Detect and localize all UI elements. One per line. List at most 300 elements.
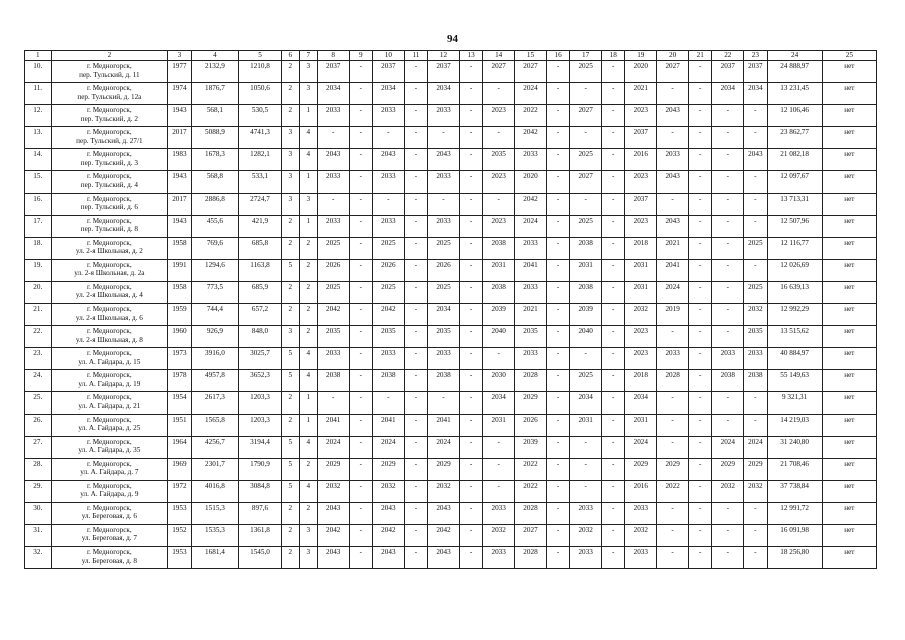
cell-col-13: -: [459, 149, 482, 171]
address-cell: [51, 524, 168, 546]
cell-col-14: -: [483, 436, 515, 458]
cell-col-17: -: [570, 127, 602, 149]
cell-col-9: -: [349, 370, 372, 392]
cell-col-13: -: [459, 414, 482, 436]
cell-col-25: нет: [822, 414, 876, 436]
address-city: г. Медногорск,: [87, 459, 132, 468]
cell-col-25: нет: [822, 547, 876, 569]
cell-col-8: 2025: [317, 281, 349, 303]
cell-col-23: 2032: [744, 304, 767, 326]
cell-col-16: -: [546, 480, 569, 502]
cell-col-3: 1973: [168, 348, 191, 370]
cell-col-15: 2028: [515, 547, 547, 569]
cell-col-12: -: [428, 392, 460, 414]
cell-col-15: 2027: [515, 524, 547, 546]
cell-col-9: -: [349, 127, 372, 149]
cell-col-16: -: [546, 304, 569, 326]
row-number: 25.: [25, 392, 52, 414]
cell-col-16: -: [546, 237, 569, 259]
cell-col-24: 24 888,97: [767, 61, 822, 83]
cell-col-22: -: [712, 193, 744, 215]
cell-col-5: 1361,8: [239, 524, 281, 546]
cell-col-17: 2033: [570, 547, 602, 569]
row-number: 30.: [25, 502, 52, 524]
cell-col-7: 2: [299, 502, 317, 524]
cell-col-18: -: [602, 370, 625, 392]
cell-col-11: -: [404, 304, 427, 326]
cell-col-19: 2023: [625, 326, 657, 348]
cell-col-12: 2037: [428, 61, 460, 83]
row-number: 28.: [25, 458, 52, 480]
cell-col-6: 3: [281, 326, 299, 348]
cell-col-12: 2026: [428, 259, 460, 281]
cell-col-23: 2037: [744, 61, 767, 83]
column-header-4: 4: [191, 51, 239, 61]
cell-col-21: -: [689, 458, 712, 480]
cell-col-24: 9 321,31: [767, 392, 822, 414]
cell-col-22: -: [712, 281, 744, 303]
cell-col-11: -: [404, 458, 427, 480]
cell-col-15: 2042: [515, 193, 547, 215]
cell-col-23: -: [744, 193, 767, 215]
table-row: [25, 414, 877, 436]
row-number: 11.: [25, 83, 52, 105]
cell-col-23: 2025: [744, 237, 767, 259]
cell-col-6: 2: [281, 392, 299, 414]
row-number: 15.: [25, 171, 52, 193]
cell-col-14: 2031: [483, 414, 515, 436]
table-row: [25, 436, 877, 458]
cell-col-20: -: [657, 547, 689, 569]
cell-col-7: 4: [299, 149, 317, 171]
cell-col-8: 2037: [317, 61, 349, 83]
cell-col-23: 2025: [744, 281, 767, 303]
cell-col-7: 2: [299, 259, 317, 281]
cell-col-4: 2301,7: [191, 458, 239, 480]
cell-col-6: 2: [281, 304, 299, 326]
row-number: 29.: [25, 480, 52, 502]
cell-col-16: -: [546, 502, 569, 524]
cell-col-6: 5: [281, 480, 299, 502]
cell-col-3: 1983: [168, 149, 191, 171]
cell-col-17: -: [570, 193, 602, 215]
cell-col-14: 2033: [483, 547, 515, 569]
address-city: г. Медногорск,: [87, 437, 132, 446]
cell-col-23: 2024: [744, 436, 767, 458]
cell-col-17: 2027: [570, 105, 602, 127]
cell-col-23: 2043: [744, 149, 767, 171]
cell-col-5: 1210,8: [239, 61, 281, 83]
cell-col-16: -: [546, 83, 569, 105]
cell-col-7: 2: [299, 281, 317, 303]
cell-col-14: 2035: [483, 149, 515, 171]
cell-col-10: 2042: [372, 304, 404, 326]
cell-col-5: 1163,8: [239, 259, 281, 281]
cell-col-19: 2020: [625, 61, 657, 83]
cell-col-11: -: [404, 237, 427, 259]
column-header-5: 5: [239, 51, 281, 61]
cell-col-9: -: [349, 480, 372, 502]
cell-col-8: 2042: [317, 524, 349, 546]
column-header-8: 8: [317, 51, 349, 61]
table-row: [25, 547, 877, 569]
cell-col-17: 2025: [570, 215, 602, 237]
column-header-17: 17: [570, 51, 602, 61]
cell-col-11: -: [404, 83, 427, 105]
cell-col-3: 1943: [168, 215, 191, 237]
cell-col-19: 2018: [625, 237, 657, 259]
cell-col-13: -: [459, 193, 482, 215]
address-city: г. Медногорск,: [87, 349, 132, 358]
cell-col-4: 926,9: [191, 326, 239, 348]
cell-col-16: -: [546, 392, 569, 414]
cell-col-19: 2034: [625, 392, 657, 414]
cell-col-21: -: [689, 281, 712, 303]
cell-col-13: -: [459, 370, 482, 392]
cell-col-24: 13 713,31: [767, 193, 822, 215]
cell-col-8: 2032: [317, 480, 349, 502]
address-cell: [51, 326, 168, 348]
cell-col-9: -: [349, 524, 372, 546]
cell-col-22: -: [712, 149, 744, 171]
row-number: 32.: [25, 547, 52, 569]
cell-col-11: -: [404, 436, 427, 458]
table-row: [25, 326, 877, 348]
cell-col-5: 1203,3: [239, 414, 281, 436]
cell-col-15: 2022: [515, 480, 547, 502]
cell-col-3: 1943: [168, 171, 191, 193]
cell-col-7: 1: [299, 171, 317, 193]
row-number: 22.: [25, 326, 52, 348]
cell-col-22: -: [712, 171, 744, 193]
cell-col-6: 3: [281, 171, 299, 193]
cell-col-25: нет: [822, 105, 876, 127]
cell-col-15: 2033: [515, 281, 547, 303]
cell-col-22: -: [712, 547, 744, 569]
cell-col-13: -: [459, 237, 482, 259]
cell-col-18: -: [602, 392, 625, 414]
address-city: г. Медногорск,: [87, 194, 132, 203]
cell-col-12: 2041: [428, 414, 460, 436]
cell-col-14: 2034: [483, 392, 515, 414]
cell-col-15: 2024: [515, 83, 547, 105]
cell-col-4: 1876,7: [191, 83, 239, 105]
cell-col-14: -: [483, 193, 515, 215]
cell-col-21: -: [689, 348, 712, 370]
cell-col-24: 12 097,67: [767, 171, 822, 193]
address-street: ул. А. Гайдара, д. 7: [80, 468, 139, 477]
cell-col-12: 2033: [428, 348, 460, 370]
cell-col-12: 2033: [428, 171, 460, 193]
cell-col-10: -: [372, 127, 404, 149]
cell-col-11: -: [404, 193, 427, 215]
cell-col-24: 21 708,46: [767, 458, 822, 480]
address-cell: [51, 304, 168, 326]
cell-col-21: -: [689, 392, 712, 414]
address-city: г. Медногорск,: [87, 150, 132, 159]
cell-col-22: -: [712, 215, 744, 237]
row-number: 12.: [25, 105, 52, 127]
column-header-23: 23: [744, 51, 767, 61]
cell-col-13: -: [459, 502, 482, 524]
address-city: г. Медногорск,: [87, 260, 132, 269]
cell-col-3: 2017: [168, 127, 191, 149]
cell-col-13: -: [459, 127, 482, 149]
cell-col-3: 1974: [168, 83, 191, 105]
cell-col-3: 1960: [168, 326, 191, 348]
cell-col-3: 2017: [168, 193, 191, 215]
cell-col-17: -: [570, 348, 602, 370]
cell-col-20: 2043: [657, 215, 689, 237]
cell-col-8: 2043: [317, 149, 349, 171]
cell-col-25: нет: [822, 61, 876, 83]
cell-col-21: -: [689, 326, 712, 348]
cell-col-14: 2038: [483, 281, 515, 303]
table-row: [25, 281, 877, 303]
cell-col-16: -: [546, 61, 569, 83]
cell-col-21: -: [689, 193, 712, 215]
cell-col-7: 1: [299, 215, 317, 237]
cell-col-25: нет: [822, 281, 876, 303]
cell-col-25: нет: [822, 215, 876, 237]
cell-col-17: 2039: [570, 304, 602, 326]
cell-col-19: 2031: [625, 281, 657, 303]
cell-col-15: 2024: [515, 215, 547, 237]
table-row: [25, 149, 877, 171]
address-street: пер. Тульский, д. 27/1: [76, 136, 143, 145]
cell-col-9: -: [349, 502, 372, 524]
cell-col-11: -: [404, 259, 427, 281]
address-city: г. Медногорск,: [87, 481, 132, 490]
cell-col-25: нет: [822, 171, 876, 193]
address-cell: [51, 414, 168, 436]
cell-col-19: 2037: [625, 127, 657, 149]
cell-col-21: -: [689, 502, 712, 524]
address-city: г. Медногорск,: [87, 415, 132, 424]
cell-col-5: 3025,7: [239, 348, 281, 370]
cell-col-24: 16 091,98: [767, 524, 822, 546]
cell-col-10: 2026: [372, 259, 404, 281]
cell-col-15: 2033: [515, 237, 547, 259]
cell-col-4: 1681,4: [191, 547, 239, 569]
cell-col-6: 2: [281, 61, 299, 83]
address-city: г. Медногорск,: [87, 503, 132, 512]
cell-col-20: 2028: [657, 370, 689, 392]
cell-col-23: -: [744, 502, 767, 524]
address-city: г. Медногорск,: [87, 84, 132, 93]
address-cell: [51, 480, 168, 502]
cell-col-4: 2132,9: [191, 61, 239, 83]
cell-col-5: 421,9: [239, 215, 281, 237]
cell-col-9: -: [349, 326, 372, 348]
cell-col-9: -: [349, 193, 372, 215]
address-street: ул. 2-я Школьная, д. 4: [75, 291, 143, 300]
column-header-20: 20: [657, 51, 689, 61]
table-row: [25, 524, 877, 546]
cell-col-8: 2033: [317, 171, 349, 193]
cell-col-24: 12 106,46: [767, 105, 822, 127]
cell-col-6: 2: [281, 215, 299, 237]
cell-col-10: 2037: [372, 61, 404, 83]
cell-col-19: 2032: [625, 304, 657, 326]
cell-col-14: 2030: [483, 370, 515, 392]
cell-col-8: 2024: [317, 436, 349, 458]
cell-col-7: 3: [299, 83, 317, 105]
cell-col-23: -: [744, 127, 767, 149]
cell-col-19: 2018: [625, 370, 657, 392]
cell-col-7: 2: [299, 304, 317, 326]
address-city: г. Медногорск,: [87, 282, 132, 291]
cell-col-5: 1203,3: [239, 392, 281, 414]
cell-col-18: -: [602, 193, 625, 215]
cell-col-23: 2035: [744, 326, 767, 348]
cell-col-7: 2: [299, 237, 317, 259]
cell-col-24: 13 231,45: [767, 83, 822, 105]
cell-col-3: 1958: [168, 281, 191, 303]
cell-col-10: 2035: [372, 326, 404, 348]
cell-col-20: -: [657, 326, 689, 348]
cell-col-23: -: [744, 414, 767, 436]
cell-col-24: 55 149,63: [767, 370, 822, 392]
table-row: [25, 259, 877, 281]
table-row: [25, 215, 877, 237]
cell-col-15: 2028: [515, 370, 547, 392]
address-city: г. Медногорск,: [87, 172, 132, 181]
address-cell: [51, 127, 168, 149]
row-number: 20.: [25, 281, 52, 303]
cell-col-13: -: [459, 171, 482, 193]
cell-col-25: нет: [822, 326, 876, 348]
cell-col-6: 3: [281, 127, 299, 149]
cell-col-17: -: [570, 480, 602, 502]
row-number: 18.: [25, 237, 52, 259]
cell-col-18: -: [602, 326, 625, 348]
cell-col-17: -: [570, 436, 602, 458]
cell-col-16: -: [546, 348, 569, 370]
cell-col-10: 2025: [372, 281, 404, 303]
cell-col-10: -: [372, 193, 404, 215]
cell-col-12: 2042: [428, 524, 460, 546]
address-cell: [51, 61, 168, 83]
cell-col-9: -: [349, 458, 372, 480]
cell-col-18: -: [602, 304, 625, 326]
cell-col-19: 2023: [625, 171, 657, 193]
cell-col-16: -: [546, 281, 569, 303]
cell-col-9: -: [349, 348, 372, 370]
cell-col-14: -: [483, 83, 515, 105]
cell-col-5: 1790,9: [239, 458, 281, 480]
cell-col-24: 12 991,72: [767, 502, 822, 524]
cell-col-22: -: [712, 414, 744, 436]
cell-col-13: -: [459, 480, 482, 502]
cell-col-4: 773,5: [191, 281, 239, 303]
cell-col-23: 2034: [744, 83, 767, 105]
cell-col-21: -: [689, 61, 712, 83]
cell-col-4: 5088,9: [191, 127, 239, 149]
table-row: [25, 105, 877, 127]
cell-col-13: -: [459, 348, 482, 370]
cell-col-4: 4016,8: [191, 480, 239, 502]
address-cell: [51, 149, 168, 171]
address-city: г. Медногорск,: [87, 525, 132, 534]
cell-col-5: 685,9: [239, 281, 281, 303]
cell-col-14: 2040: [483, 326, 515, 348]
cell-col-21: -: [689, 370, 712, 392]
cell-col-8: 2042: [317, 304, 349, 326]
cell-col-22: 2033: [712, 348, 744, 370]
cell-col-5: 3194,4: [239, 436, 281, 458]
cell-col-8: 2033: [317, 105, 349, 127]
cell-col-12: 2034: [428, 83, 460, 105]
cell-col-16: -: [546, 436, 569, 458]
cell-col-22: -: [712, 326, 744, 348]
table-body: [25, 61, 877, 569]
cell-col-20: -: [657, 83, 689, 105]
cell-col-14: -: [483, 127, 515, 149]
cell-col-12: -: [428, 127, 460, 149]
cell-col-21: -: [689, 304, 712, 326]
cell-col-13: -: [459, 547, 482, 569]
cell-col-16: -: [546, 171, 569, 193]
address-city: г. Медногорск,: [87, 305, 132, 314]
cell-col-7: 1: [299, 414, 317, 436]
cell-col-16: -: [546, 215, 569, 237]
cell-col-22: -: [712, 524, 744, 546]
cell-col-14: 2039: [483, 304, 515, 326]
cell-col-10: 2043: [372, 547, 404, 569]
cell-col-17: 2033: [570, 502, 602, 524]
cell-col-15: 2041: [515, 259, 547, 281]
cell-col-16: -: [546, 149, 569, 171]
cell-col-9: -: [349, 304, 372, 326]
address-cell: [51, 436, 168, 458]
cell-col-15: 2028: [515, 502, 547, 524]
cell-col-10: 2038: [372, 370, 404, 392]
cell-col-13: -: [459, 458, 482, 480]
cell-col-14: 2023: [483, 171, 515, 193]
cell-col-8: 2025: [317, 237, 349, 259]
cell-col-23: 2033: [744, 348, 767, 370]
cell-col-23: 2029: [744, 458, 767, 480]
cell-col-8: 2035: [317, 326, 349, 348]
cell-col-11: -: [404, 414, 427, 436]
cell-col-14: 2023: [483, 215, 515, 237]
cell-col-10: 2033: [372, 171, 404, 193]
cell-col-9: -: [349, 215, 372, 237]
address-city: г. Медногорск,: [87, 106, 132, 115]
cell-col-11: -: [404, 215, 427, 237]
cell-col-21: -: [689, 149, 712, 171]
cell-col-24: 31 240,80: [767, 436, 822, 458]
cell-col-3: 1958: [168, 237, 191, 259]
cell-col-25: нет: [822, 259, 876, 281]
cell-col-21: -: [689, 524, 712, 546]
cell-col-9: -: [349, 436, 372, 458]
cell-col-5: 4741,3: [239, 127, 281, 149]
address-cell: [51, 370, 168, 392]
cell-col-19: 2031: [625, 414, 657, 436]
address-city: г. Медногорск,: [87, 393, 132, 402]
cell-col-24: 14 219,03: [767, 414, 822, 436]
cell-col-24: 12 026,69: [767, 259, 822, 281]
cell-col-4: 1515,3: [191, 502, 239, 524]
cell-col-14: 2027: [483, 61, 515, 83]
cell-col-6: 5: [281, 370, 299, 392]
cell-col-6: 2: [281, 414, 299, 436]
column-header-22: 22: [712, 51, 744, 61]
cell-col-24: 23 862,77: [767, 127, 822, 149]
cell-col-15: 2033: [515, 149, 547, 171]
